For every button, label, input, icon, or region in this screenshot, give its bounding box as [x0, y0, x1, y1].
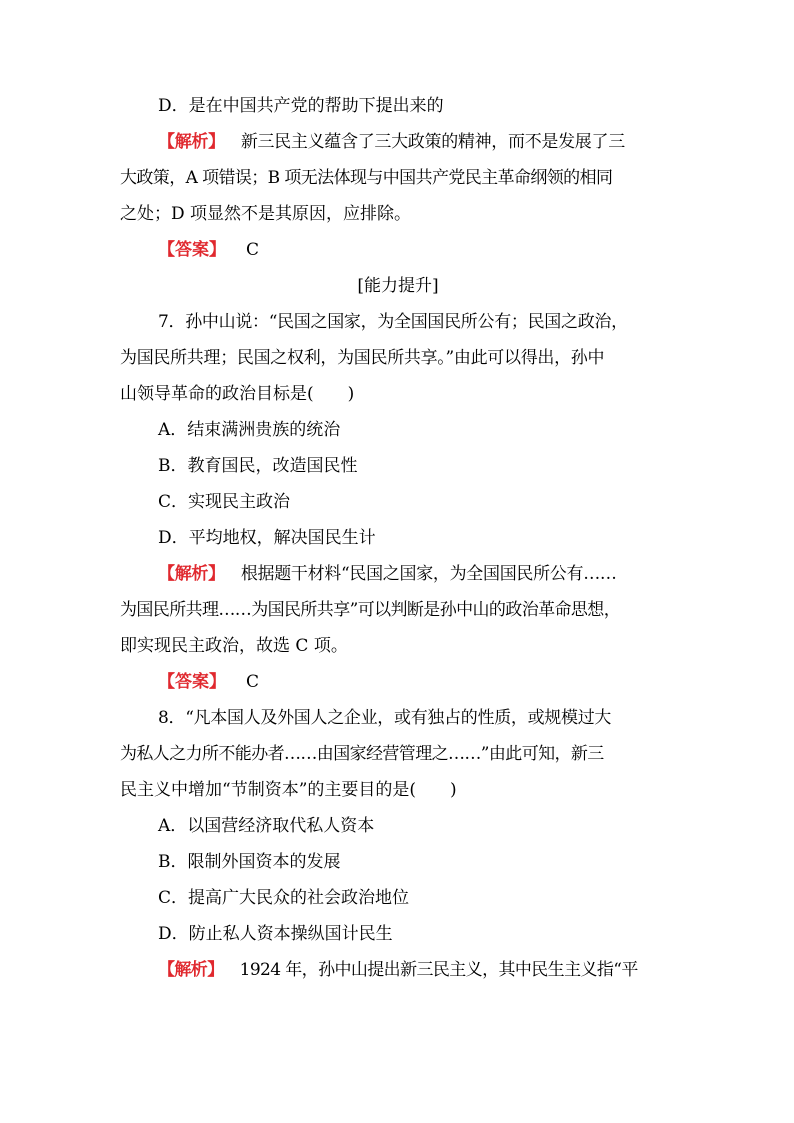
q8-stem-line-2: 为私人之力所不能办者……由国家经营管理之……”由此可知，新三 — [120, 744, 604, 764]
q7-option-a: A．结束满洲贵族的统治 — [158, 420, 341, 440]
q6-analysis-line-2: 大政策，A 项错误；B 项无法体现与中国共产党民主革命纲领的相同 — [120, 168, 613, 188]
analysis-tag: 【解析】 — [158, 564, 225, 584]
q7-answer-line — [120, 664, 676, 700]
q7-analysis-line-1 — [120, 556, 676, 592]
q7-analysis-line-2: 为国民所共理……为国民所共享”可以判断是孙中山的政治革命思想， — [120, 600, 621, 620]
q6-analysis-text-1: 新三民主义蕴含了三大政策的精神，而不是发展了三 — [240, 132, 625, 152]
q8-analysis-text-1: 1924 年，孙中山提出新三民主义，其中民生主义指“平 — [239, 960, 638, 980]
q8-stem-line-1: 8．“凡本国人及外国人之企业，或有独占的性质，或规模过大 — [158, 708, 612, 728]
q8-option-d: D．防止私人资本操纵国计民生 — [158, 924, 393, 944]
section-title: [能力提升] — [357, 276, 439, 296]
q7-answer: C — [246, 672, 260, 692]
q7-option-d: D．平均地权，解决国民生计 — [158, 528, 376, 548]
q7-option-b: B．教育国民，改造国民性 — [158, 456, 358, 476]
document-page — [120, 88, 676, 988]
answer-tag: 【答案】 — [158, 240, 226, 260]
q7-stem-line-1: 7．孙中山说：“民国之国家，为全国国民所公有；民国之政治， — [158, 312, 628, 332]
analysis-tag: 【解析】 — [158, 960, 224, 980]
q7-analysis-text-1: 根据题干材料“民国之国家，为全国国民所公有…… — [240, 564, 617, 584]
q7-stem-line-3: 山领导革命的政治目标是( ) — [120, 384, 355, 404]
q8-stem-line-3: 民主义中增加“节制资本”的主要目的是( ) — [120, 780, 457, 800]
q6-option-d: D．是在中国共产党的帮助下提出来的 — [158, 96, 444, 116]
q7-option-c: C．实现民主政治 — [158, 492, 291, 512]
q7-analysis-line-3: 即实现民主政治，故选 C 项。 — [120, 636, 348, 656]
q8-option-a: A．以国营经济取代私人资本 — [158, 816, 375, 836]
q6-analysis-line-1 — [120, 124, 676, 160]
analysis-tag: 【解析】 — [158, 132, 225, 152]
q8-option-c: C．提高广大民众的社会政治地位 — [158, 888, 410, 908]
q6-answer-line — [120, 232, 676, 268]
answer-tag: 【答案】 — [158, 672, 226, 692]
q8-analysis-line-1 — [120, 952, 676, 988]
q6-answer: C — [246, 240, 260, 260]
q7-stem-line-2: 为国民所共理；民国之权利，为国民所共享。”由此可以得出，孙中 — [120, 348, 605, 368]
q6-analysis-line-3: 之处；D 项显然不是其原因，应排除。 — [120, 204, 412, 224]
q8-option-b: B．限制外国资本的发展 — [158, 852, 341, 872]
